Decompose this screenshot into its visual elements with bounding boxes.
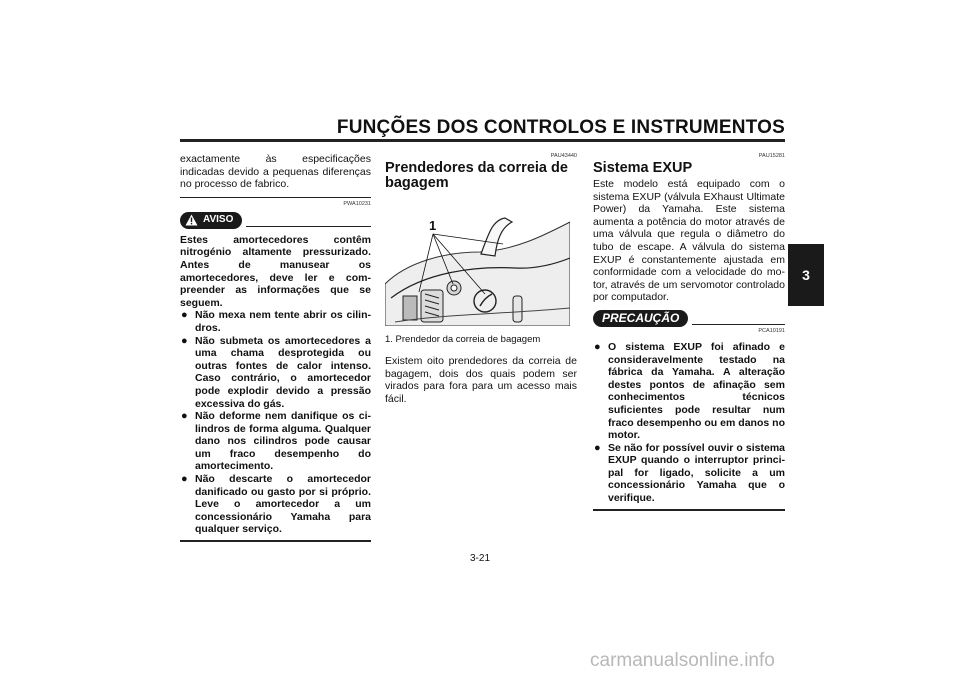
right-column	[593, 153, 785, 511]
figure-callout-label: 1	[429, 218, 437, 233]
section-code: PAU43440	[550, 153, 577, 159]
list-item: ● Não descarte o amortecedor danificado ou gasto por si próprio. Leve o amortecedor a um concessionário Yamaha para qualquer serviço.	[181, 473, 371, 536]
warning-text: Estes amortecedores contêm nitrogénio altamente pressurizado. Antes de manusear os amortecedores, deve ler e compreender as informações que se seguem.	[180, 233, 371, 309]
list-item: ● Não deforme nem danifique os cilindros de forma alguma. Qualquer dano nos cilindros pode causar um fraco desempenho do amortecimento.	[181, 410, 371, 473]
section-heading: Prendedores da correia de bagagem	[385, 160, 568, 191]
bullet-icon: ●	[181, 473, 188, 486]
bullet-icon: ●	[181, 334, 188, 347]
warning-end-rule	[180, 540, 371, 542]
caution-header-line	[692, 324, 785, 325]
warning-badge-label: AVISO	[203, 213, 234, 225]
list-item: ● O sistema EXUP foi afinado e consideravelmente testado na fábrica da Yamaha. A alteração destes pontos de afinação sem conhecimentos técnicos suficientes pode resultar num fraco desempenho ou em danos no motor.	[594, 340, 785, 442]
list-item: ● Não submeta os amortecedores a uma chama desprotegida ou outras fontes de calor intenso. Caso contrário, o amortecedor pode explodir devido a pressão excessiva do gás.	[181, 334, 371, 410]
bullet-icon: ●	[594, 441, 601, 454]
body-paragraph: Este modelo está equipado com o sistema EXUP (válvula EXhaust Ultimate Power) da Yamaha. Este sistema aumenta a potência do motor através de uma válvula que regula o diâmetro do tubo de escape. A válvula do sistema EXUP é constantemente ajustada em conformidade com a velocidade do motor, através de um servomotor controlado por computador.	[593, 178, 785, 304]
left-column	[180, 153, 371, 542]
bullet-icon: ●	[181, 309, 188, 322]
section-heading: Sistema EXUP	[593, 160, 693, 176]
page-header-title: FUNÇÕES DOS CONTROLOS E INSTRUMENTOS	[336, 117, 785, 138]
caution-code: PCA10191	[758, 327, 785, 334]
caution-bullet-list	[593, 341, 785, 505]
warning-triangle-icon	[185, 214, 198, 226]
list-item: ● Não mexa nem tente abrir os cilindros.	[181, 309, 371, 334]
header-rule	[180, 139, 785, 142]
figure-caption: 1. Prendedor da correia de bagagem	[385, 333, 541, 345]
divider	[180, 197, 371, 198]
page-number: 3-21	[469, 553, 490, 564]
bullet-icon: ●	[594, 340, 601, 353]
body-paragraph: Existem oito prendedores da correia de bagagem, dois dos quais podem ser virados para fora para um acesso mais fácil.	[385, 355, 577, 405]
middle-column	[385, 153, 577, 406]
caution-header	[593, 310, 785, 327]
chapter-tab: 3	[788, 244, 824, 306]
caution-end-rule	[593, 509, 785, 511]
luggage-strap-holder-figure	[385, 198, 570, 326]
warning-header	[180, 212, 371, 229]
warning-bullet-list	[180, 309, 371, 536]
bullet-icon: ●	[181, 410, 188, 423]
list-item: ● Se não for possível ouvir o sistema EXUP quando o interruptor principal for ligado, solicite a um concessionário Yamaha que o verifique.	[594, 441, 785, 505]
warning-code: PWA10231	[343, 200, 371, 207]
warning-badge	[180, 212, 242, 229]
intro-paragraph: exactamente às especificações indicadas devido a pequenas diferenças no processo de fabrico.	[180, 153, 371, 191]
warning-header-line	[246, 226, 371, 227]
section-code: PAU15281	[758, 153, 785, 159]
watermark: carmanualsonline.info	[590, 650, 775, 671]
caution-badge: PRECAUÇÃO	[593, 310, 688, 327]
